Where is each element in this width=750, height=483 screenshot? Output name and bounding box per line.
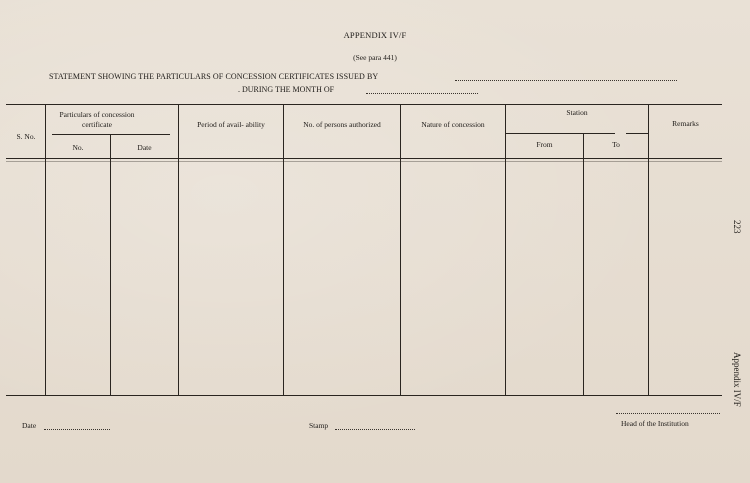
col-rule-period: [283, 104, 284, 395]
col-header-remarks: Remarks: [672, 119, 699, 128]
col-rule-persons: [400, 104, 401, 395]
col-header-station-to: To: [612, 140, 620, 149]
particulars-sub-rule: [52, 134, 170, 135]
table-top-rule: [6, 104, 722, 105]
col-header-particulars: Particulars of concession certificate: [59, 110, 135, 129]
station-sub-rule-left: [505, 133, 615, 134]
footer-head-label: Head of the Institution: [621, 419, 689, 428]
col-rule-no: [110, 134, 111, 395]
col-header-persons: No. of persons authorized: [303, 120, 381, 129]
footer-stamp-blank: [335, 429, 415, 430]
month-blank: [366, 93, 478, 94]
statement-line-1: STATEMENT SHOWING THE PARTICULARS OF CONCESSION CERTIFICATES ISSUED BY: [49, 72, 379, 81]
col-rule-station: [648, 104, 649, 395]
footer-stamp-label: Stamp: [309, 421, 329, 430]
col-rule-particulars: [178, 104, 179, 395]
col-header-nature: Nature of concession: [421, 120, 485, 129]
station-sub-rule-right: [626, 133, 648, 134]
appendix-title: APPENDIX IV/F: [343, 30, 407, 40]
header-double-rule: [6, 161, 722, 162]
col-header-station: Station: [566, 108, 588, 117]
footer-date-blank: [44, 429, 110, 430]
col-header-sno: S. No.: [16, 132, 36, 141]
para-reference: (See para 441): [353, 53, 397, 62]
header-bottom-rule: [6, 158, 722, 159]
col-header-station-from: From: [536, 140, 553, 149]
statement-line-2: . DURING THE MONTH OF: [238, 85, 335, 94]
col-header-particulars-no: No.: [72, 143, 84, 152]
issued-by-blank: [455, 80, 677, 81]
col-rule-from: [583, 133, 584, 395]
footer-date-label: Date: [22, 421, 37, 430]
side-page-number: 223: [732, 220, 742, 234]
footer-signature-blank: [616, 413, 720, 414]
table-bottom-rule: [6, 395, 722, 396]
side-appendix-ref: Appendix IV/F: [732, 352, 742, 407]
col-header-period: Period of avail- ability: [197, 120, 265, 129]
col-header-particulars-date: Date: [137, 143, 152, 152]
